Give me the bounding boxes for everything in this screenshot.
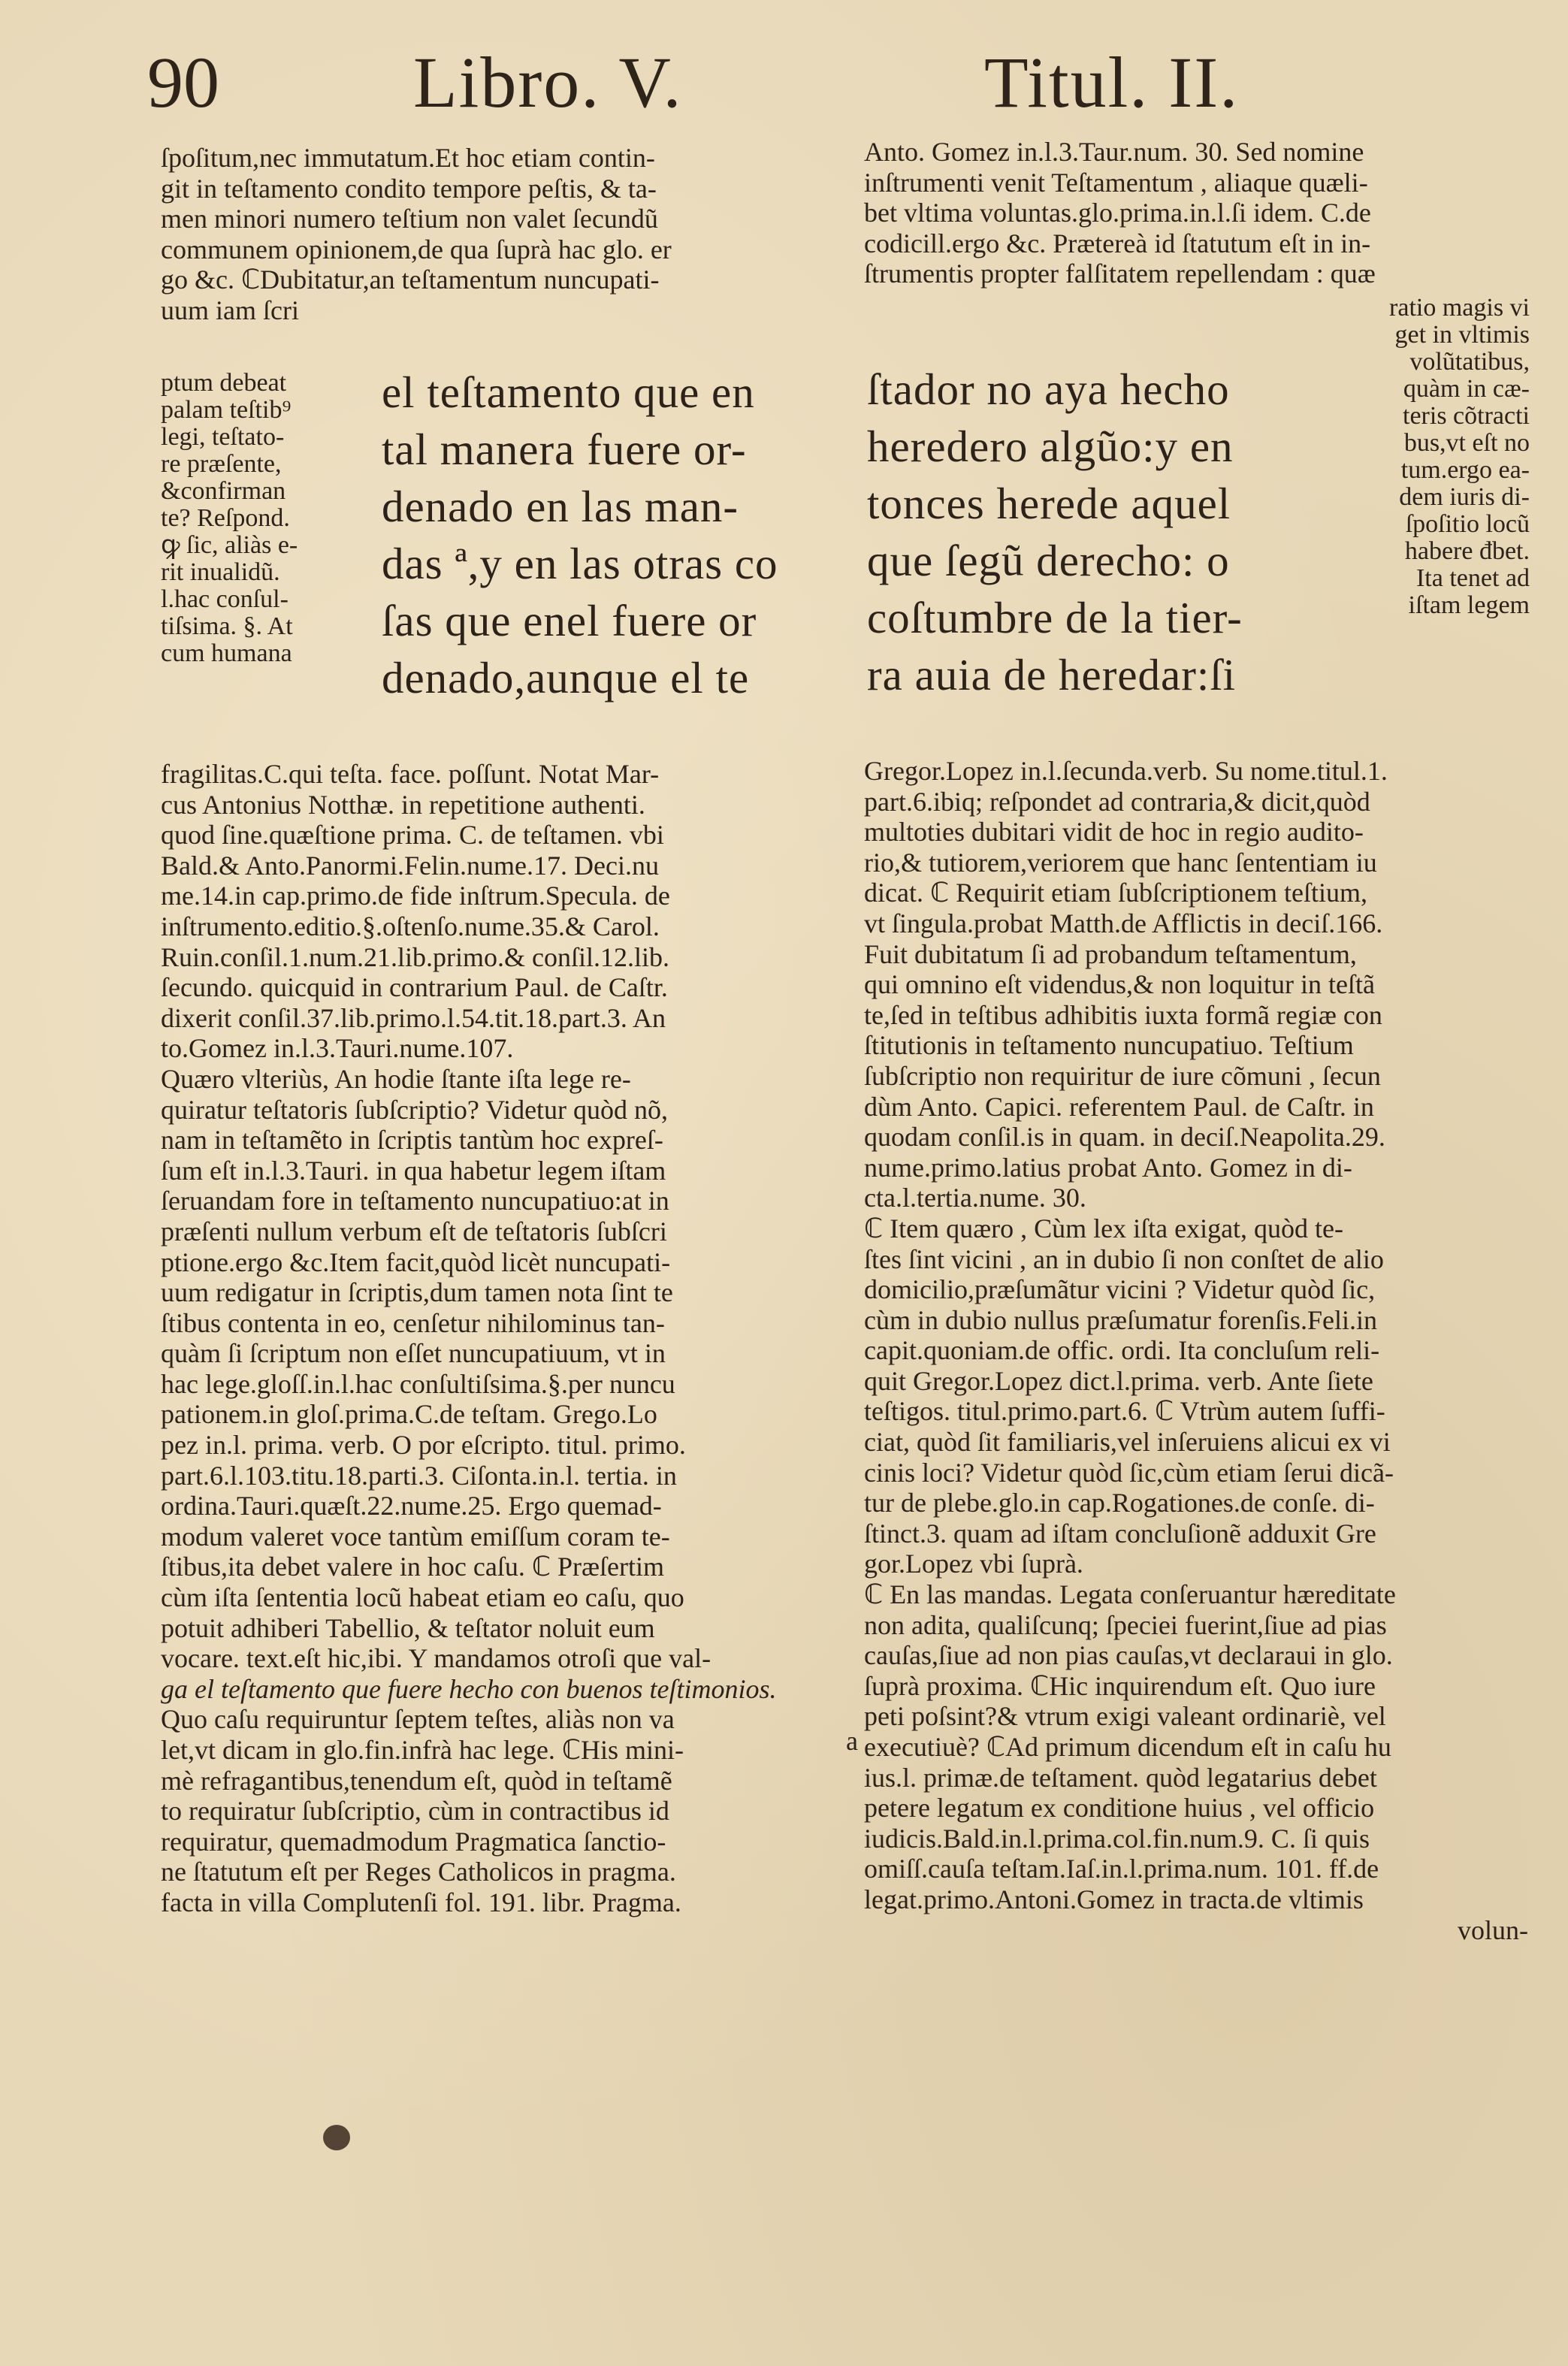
text-line: ſuprà proxima. ℂHic inquirendum eſt. Quo iure: [864, 1670, 1376, 1701]
text-line: pez in.l. prima. verb. O por eſcripto. titul. primo.: [161, 1430, 686, 1461]
text-line: ius.l. primæ.de teſtament. quòd legatarius debet: [864, 1762, 1377, 1793]
text-line: bet vltima voluntas.glo.prima.in.l.ſi idem. C.de: [864, 198, 1371, 228]
text-line: part.6.l.103.titu.18.parti.3. Ciſonta.in.l. tertia. in: [161, 1460, 677, 1491]
text-line: pationem.in gloſ.prima.C.de teſtam. Grego.Lo: [161, 1399, 657, 1430]
text-line: ciat, quòd ſit familiaris,vel inſeruiens alicui ex vi: [864, 1427, 1391, 1458]
text-line: tur de plebe.glo.in cap.Rogationes.de conſe. di-: [864, 1488, 1375, 1518]
law-text-line: denado,aunque el te: [382, 653, 750, 703]
text-line: dixerit conſil.37.lib.primo.l.54.tit.18.part.3. An: [161, 1002, 666, 1033]
margin-note-letter: a: [846, 1726, 858, 1756]
text-line: volun-: [1458, 1914, 1528, 1945]
text-line: let,vt dicam in glo.fin.infrà hac lege. ℂHis mini-: [161, 1735, 684, 1765]
text-line: ℂ En las mandas. Legata conſeruantur hæreditate: [864, 1579, 1396, 1610]
text-line: teſtigos. titul.primo.part.6. ℂ Vtrùm autem ſuffi-: [864, 1396, 1385, 1427]
text-line: rio,& tutiorem,veriorem que hanc ſententiam iu: [864, 847, 1377, 878]
text-line: vocare. text.eſt hic,ibi. Y mandamos otroſi que val-: [161, 1643, 711, 1674]
text-line: Gregor.Lopez in.l.ſecunda.verb. Su nome.titul.1.: [864, 756, 1388, 786]
text-line: quodam conſil.is in quam. in deciſ.Neapolita.29.: [864, 1122, 1385, 1153]
text-line: legat.primo.Antoni.Gomez in tracta.de vltimis: [864, 1884, 1364, 1914]
law-text-line: ſtador no aya hecho: [867, 364, 1230, 414]
law-text-line: que ſegũ derecho: o: [867, 536, 1230, 585]
law-text-line: heredero algũo:y en: [867, 422, 1234, 471]
text-line: to.Gomez in.l.3.Tauri.nume.107.: [161, 1033, 514, 1064]
text-line: te,ſed in teſtibus adhibitis iuxta formã regiæ con: [864, 999, 1382, 1030]
ink-blot: [323, 2125, 350, 2150]
text-line: ſecundo. quicquid in contrarium Paul. de Caſtr.: [161, 972, 668, 1003]
text-line: omiſſ.cauſa teſtam.Iaſ.in.l.prima.num. 101. ff.de: [864, 1854, 1379, 1884]
text-line: communem opinionem,de qua ſuprà hac glo. er: [161, 234, 672, 264]
text-line: peti poſsint?& vtrum exigi valeant ordinariè, vel: [864, 1701, 1386, 1732]
text-line: ptione.ergo &c.Item facit,quòd licèt nuncupati-: [161, 1246, 671, 1277]
text-line: cum humana: [161, 640, 292, 667]
text-line: Ita tenet ad: [1415, 565, 1530, 592]
right-column-bottom: [864, 756, 1528, 1945]
text-line: quàm in cæ-: [1403, 376, 1530, 403]
text-line: nume.primo.latius probat Anto. Gomez in di-: [864, 1152, 1352, 1183]
text-line: ſpoſitum,nec immutatum.Et hoc etiam contin-: [161, 143, 655, 173]
text-line: mè refragantibus,tenendum eſt, quòd in teſtamẽ: [161, 1765, 672, 1796]
text-line: potuit adhiberi Tabellio, & teſtator noluit eum: [161, 1612, 655, 1643]
text-line: Ruin.conſil.1.num.21.lib.primo.& conſil.12.lib.: [161, 941, 669, 972]
law-text-line: denado en las man-: [382, 482, 739, 531]
text-line: cus Antonius Notthæ. in repetitione authenti.: [161, 789, 645, 820]
text-line: ꝙ ſic, aliàs e-: [161, 532, 298, 559]
text-line: ſtibus,ita debet valere in hoc caſu. ℂ Præſertim: [161, 1552, 664, 1582]
text-line: ſtinct.3. quam ad iſtam concluſionẽ adduxit Gre: [864, 1518, 1376, 1549]
text-line: dem iuris di-: [1399, 484, 1530, 511]
right-gloss-column: [1336, 295, 1530, 619]
text-line: vt ſingula.probat Matth.de Afflictis in deciſ.166.: [864, 908, 1383, 938]
text-line: iſtam legem: [1408, 592, 1530, 619]
text-line: domicilio,præſumãtur vicini ? Videtur quòd ſic,: [864, 1274, 1376, 1305]
text-line: ne ſtatutum eſt per Reges Catholicos in pragma.: [161, 1857, 676, 1887]
text-line: uum redigatur in ſcriptis,dum tamen nota ſint te: [161, 1277, 673, 1308]
text-line: men minori numero teſtium non valet ſecundũ: [161, 204, 658, 234]
text-line: Fuit dubitatum ſi ad probandum teſtamentum,: [864, 938, 1357, 969]
text-line: teris cõtracti: [1403, 403, 1530, 430]
text-line: tum.ergo ea-: [1400, 457, 1530, 484]
text-line: ſum eſt in.l.3.Tauri. in qua habetur legem iſtam: [161, 1155, 666, 1186]
law-text-line: el teſtamento que en: [382, 367, 755, 417]
page-number: 90: [147, 42, 219, 122]
left-column-bottom: [161, 759, 816, 1918]
text-line: cta.l.tertia.nume. 30.: [864, 1183, 1086, 1213]
running-head-title: Titul. II.: [984, 42, 1240, 122]
text-line: executiuè? ℂAd primum dicendum eſt in caſu hu: [864, 1732, 1391, 1762]
text-line: Bald.& Anto.Panormi.Felin.nume.17. Deci.nu: [161, 850, 659, 881]
running-head-book: Libro. V.: [413, 42, 683, 122]
text-line: habere đbet.: [1404, 538, 1530, 565]
text-line: ratio magis vi: [1389, 295, 1530, 322]
text-line: requiratur, quemadmodum Pragmatica ſanctio-: [161, 1826, 666, 1857]
text-line: l.hac conſul-: [161, 586, 289, 613]
text-line: ordina.Tauri.quæſt.22.nume.25. Ergo quemad-: [161, 1491, 662, 1521]
text-line: &confirman: [161, 478, 286, 505]
law-text-line: tal manera fuere or-: [382, 425, 747, 474]
text-line: cinis loci? Videtur quòd ſic,cùm etiam ſerui dicã-: [864, 1457, 1394, 1488]
text-line: bus,vt eſt no: [1403, 430, 1530, 457]
text-line: inſtrumenti venit Teſtamentum , aliaque quæli-: [864, 167, 1368, 198]
text-line: quiratur teſtatoris ſubſcriptio? Videtur quòd nõ,: [161, 1094, 669, 1125]
text-line: dùm Anto. Capici. referentem Paul. de Caſtr. in: [864, 1091, 1374, 1122]
text-line: ſpoſitio locũ: [1405, 511, 1530, 538]
text-line: part.6.ibiq; reſpondet ad contraria,& dicit,quòd: [864, 786, 1370, 817]
text-line: cùm in dubio nullus præſumatur forenſis.Feli.in: [864, 1304, 1377, 1335]
text-line: cùm iſta ſententia locũ habeat etiam eo caſu, quo: [161, 1582, 684, 1613]
text-line: ſeruandam fore in teſtamento nuncupatiuo:at in: [161, 1186, 669, 1216]
text-line: ſtes ſint vicini , an in dubio ſi non conſtet de alio: [864, 1243, 1384, 1274]
text-line: rit inualidũ.: [161, 559, 280, 586]
text-line: præſenti nullum verbum eſt de teſtatoris ſubſcri: [161, 1216, 667, 1246]
text-line: ſtitutionis in teſtamento nuncupatiuo. Teſtium: [864, 1030, 1354, 1061]
text-line: ga el teſtamento que fuere hecho con buenos teſtimonios.: [161, 1673, 777, 1704]
text-line: Quæro vlteriùs, An hodie ſtante iſta lege re-: [161, 1063, 631, 1094]
text-line: to requiratur ſubſcriptio, cùm in contractibus id: [161, 1796, 669, 1827]
text-line: dicat. ℂ Requirit etiam ſubſcriptionem teſtium,: [864, 878, 1367, 908]
text-line: legi, teſtato-: [161, 424, 285, 451]
text-line: codicill.ergo &c. Prætereà id ſtatutum eſt in in-: [864, 228, 1371, 258]
law-text-line: ſas que enel fuere or: [382, 596, 757, 645]
left-column-top: [161, 143, 816, 326]
text-line: Anto. Gomez in.l.3.Taur.num. 30. Sed nomine: [864, 137, 1364, 167]
left-law-text: [382, 364, 817, 706]
text-line: capit.quoniam.de offic. ordi. Ita concluſum reli-: [864, 1335, 1380, 1366]
law-text-line: ra auia de heredar:ſi: [867, 650, 1237, 700]
text-line: get in vltimis: [1394, 322, 1530, 349]
law-text-line: tonces herede aquel: [867, 479, 1231, 528]
text-line: uum iam ſcri: [161, 295, 299, 325]
text-line: multoties dubitari vidit de hoc in regio audito-: [864, 817, 1364, 848]
text-line: ptum debeat: [161, 370, 287, 397]
text-line: palam teſtib⁹: [161, 397, 292, 424]
text-line: git in teſtamento condito tempore peſtis, & ta-: [161, 173, 657, 204]
text-line: facta in villa Complutenſi fol. 191. libr. Pragma.: [161, 1887, 681, 1917]
text-line: ℂ Item quæro , Cùm lex iſta exigat, quòd te-: [864, 1213, 1344, 1243]
text-line: quit Gregor.Lopez dict.l.prima. verb. Ante ſiete: [864, 1365, 1373, 1396]
text-line: re præſente,: [161, 451, 282, 478]
text-line: quod ſine.quæſtione prima. C. de teſtamen. vbi: [161, 820, 664, 851]
right-column-top: [864, 137, 1528, 289]
text-line: quàm ſi ſcriptum non eſſet nuncupatiuum, vt in: [161, 1338, 666, 1369]
text-line: tiſsima. §. At: [161, 613, 293, 640]
text-line: ſtrumentis propter falſitatem repellendam : quæ: [864, 258, 1376, 289]
text-line: nam in teſtamẽto in ſcriptis tantùm hoc expreſ-: [161, 1125, 663, 1156]
text-line: Quo caſu requiruntur ſeptem teſtes, aliàs non va: [161, 1704, 675, 1735]
text-line: volũtatibus,: [1409, 349, 1530, 376]
text-line: gor.Lopez vbi ſuprà.: [864, 1549, 1083, 1579]
text-line: ſtibus contenta in eo, cenſetur nihilominus tan-: [161, 1307, 665, 1338]
text-line: inſtrumento.editio.§.oſtenſo.nume.35.& Carol.: [161, 911, 660, 941]
right-law-text: [867, 361, 1318, 703]
text-line: te? Reſpond.: [161, 505, 290, 532]
law-text-line: das ª,y en las otras co: [382, 539, 778, 588]
text-line: ſubſcriptio non requiritur de iure cõmuni , ſecun: [864, 1060, 1381, 1091]
left-gloss-column: [161, 370, 345, 667]
text-line: qui omnino eſt videndus,& non loquitur in teſtã: [864, 969, 1375, 1000]
text-line: hac lege.gloſſ.in.l.hac conſultiſsima.§.per nuncu: [161, 1368, 675, 1399]
text-line: non adita, qualiſcunq; ſpeciei fuerint,ſiue ad pias: [864, 1609, 1387, 1640]
text-line: petere legatum ex conditione huius , vel officio: [864, 1793, 1375, 1824]
text-line: cauſas,ſiue ad non pias cauſas,vt declaraui in glo.: [864, 1640, 1393, 1671]
text-line: fragilitas.C.qui teſta. face. poſſunt. Notat Mar-: [161, 759, 660, 789]
text-line: iudicis.Bald.in.l.prima.col.fin.num.9. C. ſi quis: [864, 1823, 1370, 1854]
text-line: modum valeret voce tantùm emiſſum coram te-: [161, 1521, 670, 1552]
text-line: me.14.in cap.primo.de fide inſtrum.Specula. de: [161, 881, 670, 911]
law-text-line: coſtumbre de la tier-: [867, 593, 1243, 642]
text-line: go &c. ℂDubitatur,an teſtamentum nuncupati-: [161, 264, 660, 295]
